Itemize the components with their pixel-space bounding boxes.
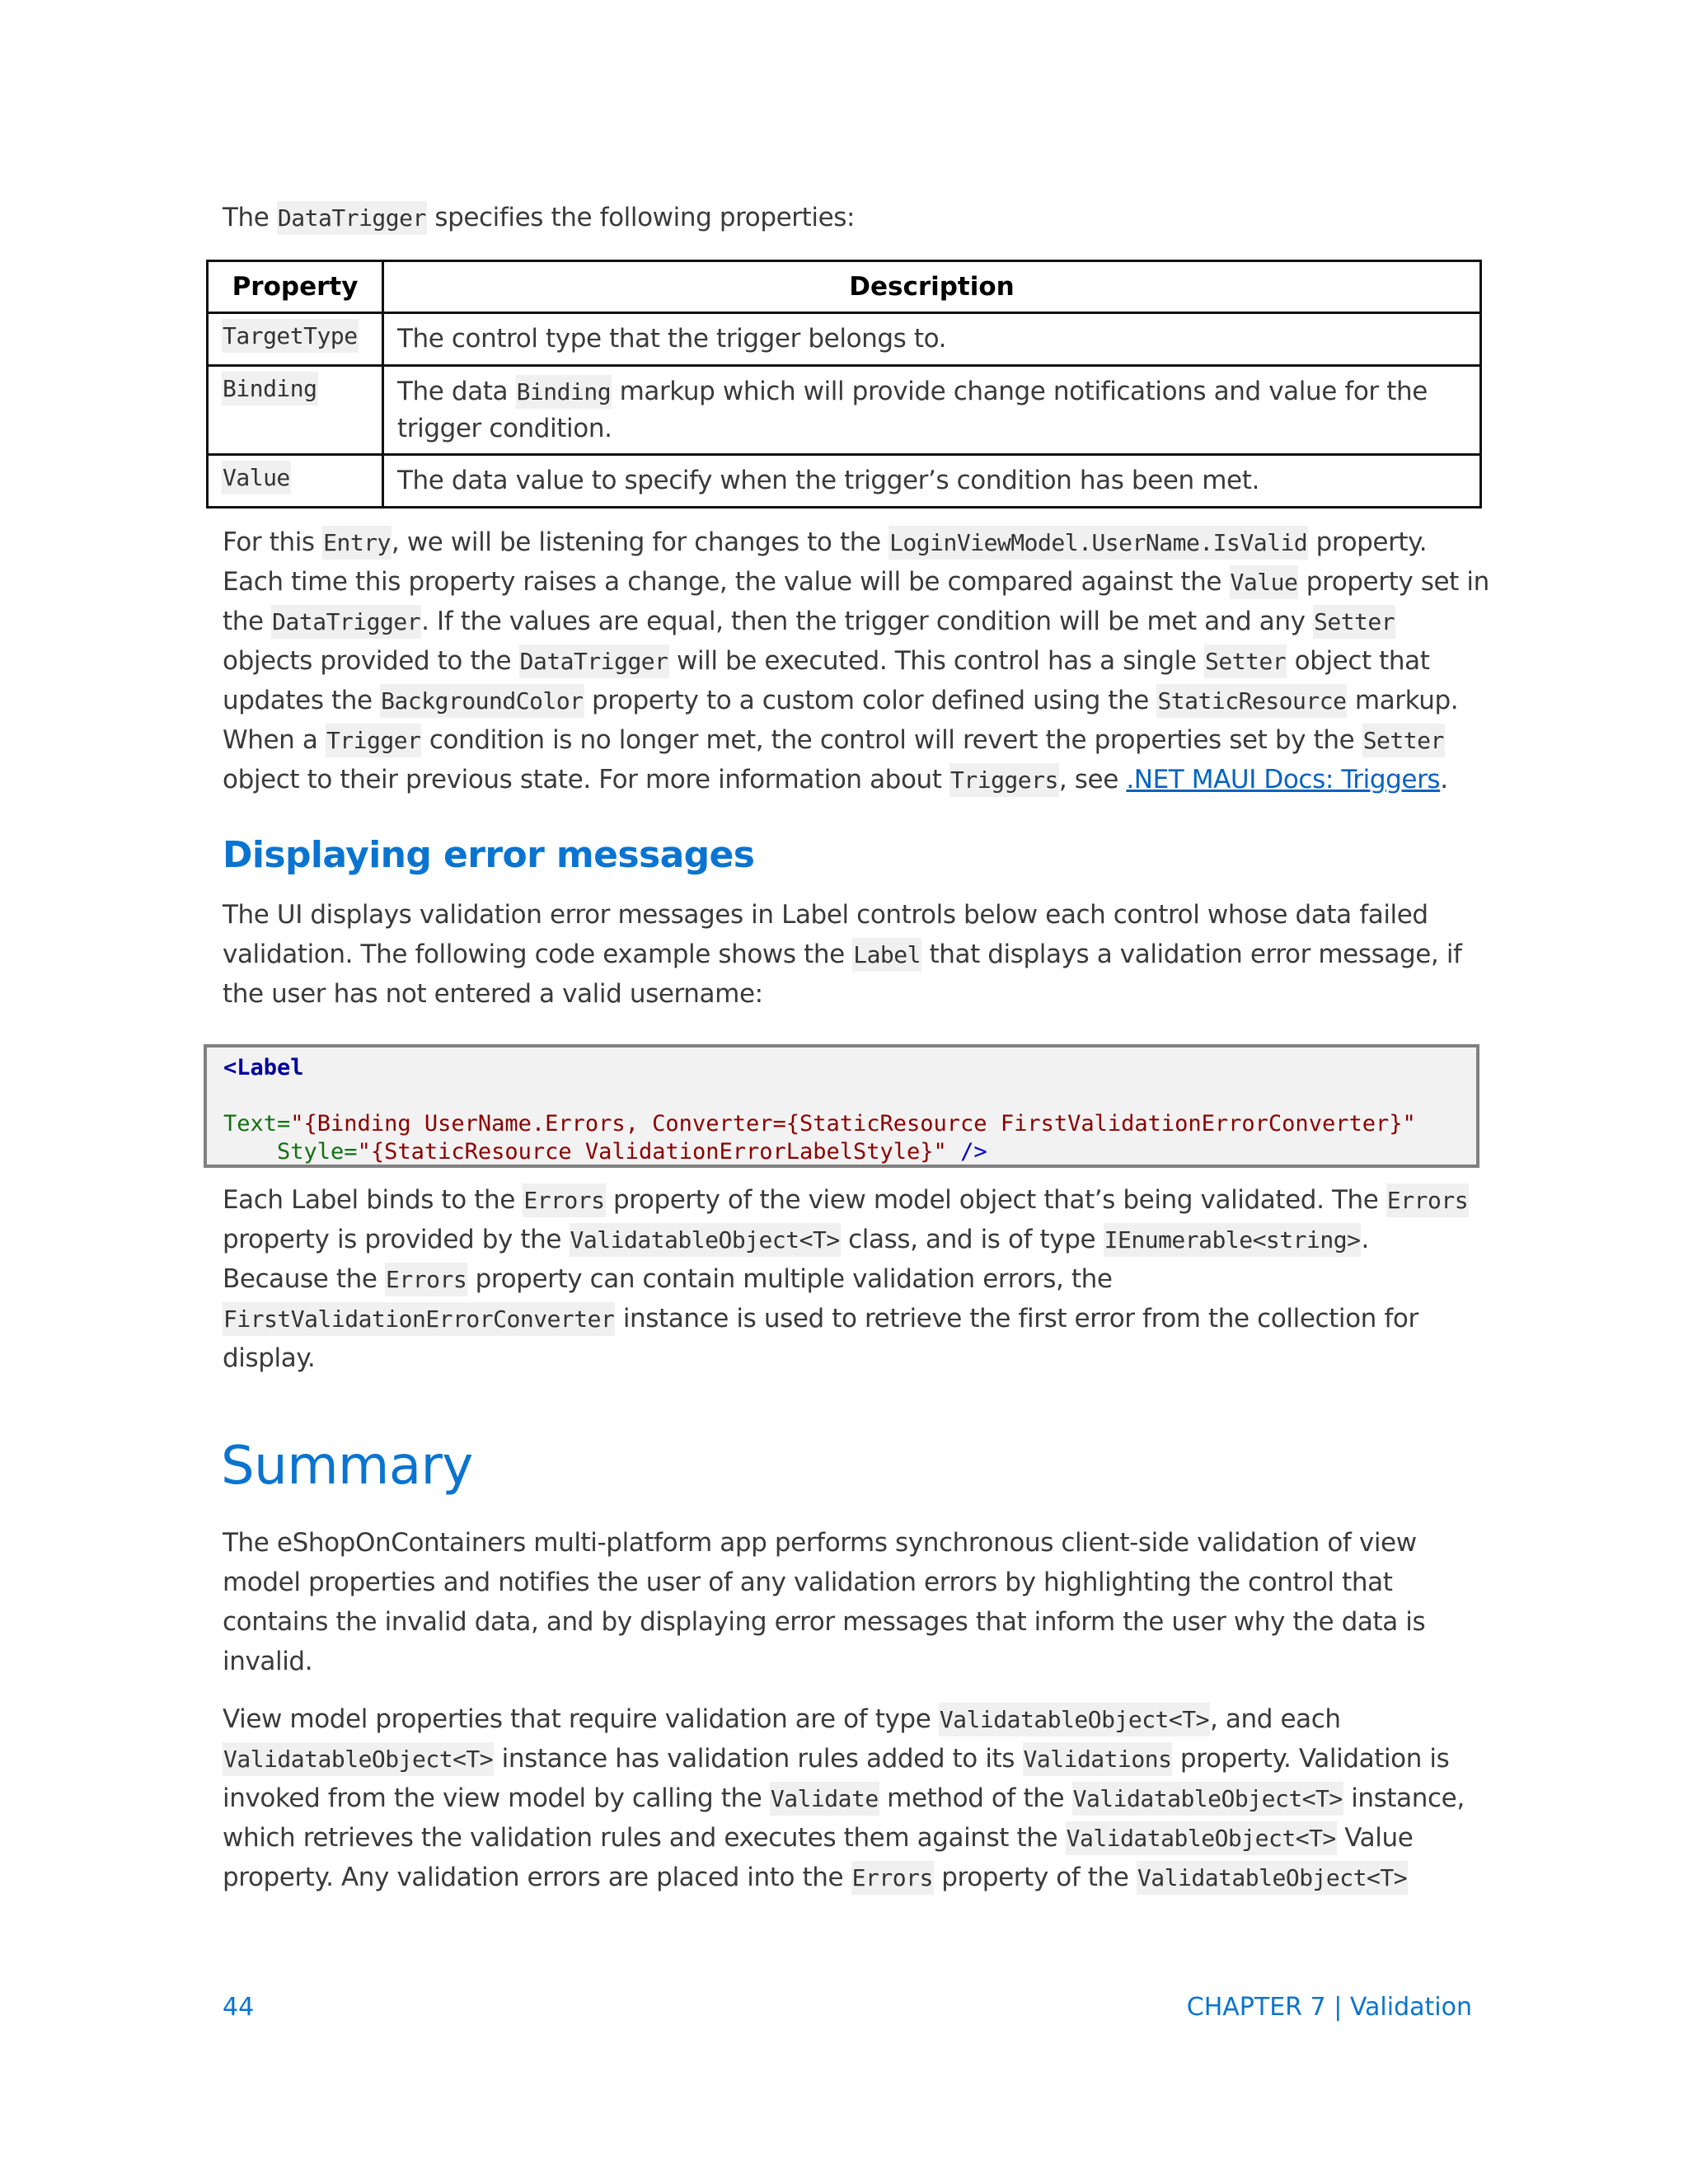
description-text: The data value to specify when the trigger’s condition has been met. [397,466,1259,495]
code-example-block [204,1044,1479,1168]
datatrigger-properties-table [206,260,1482,509]
summary-heading: Summary [221,1436,473,1497]
description-text: markup which will provide change notifications and value for the [612,377,1428,406]
inline-code: ValidatableObject<T> [1137,1861,1408,1895]
code-string: "{StaticResource ValidationErrorLabelStyle}" [357,1139,947,1165]
inline-code: DataTrigger [277,201,427,235]
property-name: Binding [222,372,318,405]
inline-code: Binding [516,375,612,409]
property-cell [208,455,383,508]
intro-paragraph [223,198,1492,237]
inline-code: StaticResource [1156,684,1347,718]
maui-docs-triggers-link[interactable]: .NET MAUI Docs: Triggers [1126,765,1441,794]
description-text: The data [397,377,516,406]
column-header-description: Description [383,261,1481,313]
code-tag: <Label [223,1055,304,1080]
description-cell [383,455,1481,508]
inline-code: Triggers [950,763,1059,797]
inline-code: DataTrigger [271,605,421,639]
chapter-label: CHAPTER 7 [1186,1993,1326,2022]
chapter-footer [1187,1993,1472,2022]
page-number: 44 [223,1993,255,2022]
property-cell [208,313,383,366]
table-header-row [208,261,1481,313]
section-heading: Displaying error messages [223,834,755,876]
table-row [208,313,1481,366]
inline-code: ValidatableObject<T> [1066,1821,1337,1855]
inline-code: ValidatableObject<T> [223,1742,494,1776]
inline-code: Value [1230,565,1299,599]
code-attribute: Text= [223,1111,291,1137]
description-cell [383,366,1481,455]
inline-code: ValidatableObject<T> [1072,1782,1343,1816]
description-cell [383,313,1481,366]
table-row [208,366,1481,455]
code-attribute: Style= [277,1139,358,1165]
chapter-title: Validation [1349,1993,1472,2022]
description-text: The control type that the trigger belongs to. [397,324,947,354]
summary-paragraph-1: The eShopOnContainers multi-platform app performs synchronous client-side validation of view model properties and notifies the user of any validation errors by highlighting the control that contains the invalid data, and by displaying error messages that inform the user why the data is invalid. [223,1528,1426,1676]
inline-code: Trigger [326,724,422,757]
code-tag-close: /> [946,1139,987,1165]
inline-code: Validations [1023,1742,1173,1776]
inline-code: Errors [385,1263,467,1296]
inline-code: Validate [770,1782,879,1816]
inline-code: DataTrigger [519,644,669,678]
intro-text: specifies the following properties: [426,203,856,232]
inline-code: Setter [1362,724,1445,757]
inline-code: Setter [1313,605,1395,639]
inline-code: Entry [322,526,392,560]
inline-code: Label [852,938,921,972]
inline-code: Errors [851,1861,934,1895]
error-messages-paragraph: The UI displays validation error messages in Label controls below each control whose data failed validation. The following code example shows the Label that displays a validation error message, if the user has not entered a valid username: [223,900,1462,1009]
inline-code: Errors [523,1183,605,1217]
intro-text: The [223,203,277,232]
inline-code: Errors [1386,1183,1469,1217]
inline-code: Setter [1204,644,1287,678]
property-cell [208,366,383,455]
inline-code: ValidatableObject<T> [939,1703,1210,1736]
footer-separator: | [1334,1993,1343,2022]
inline-code: ValidatableObject<T> [570,1223,841,1257]
inline-code: BackgroundColor [380,684,584,718]
column-header-property: Property [208,261,383,313]
inline-code: LoginViewModel.UserName.IsValid [889,526,1308,560]
datatrigger-explanation-paragraph: For this Entry, we will be listening for changes to the LoginViewModel.UserName.IsValid property. Each time this property raises a change, the value will be compared against the Value property set in the DataTrigger. If the values are equal, then the trigger condition will be met and any Setter objects provided to the DataTrigger will be executed. This control has a single Setter object that updates the BackgroundColor property to a custom color defined using the StaticResource markup. When a Trigger condition is no longer met, the control will revert the properties set by the Setter object to their previous state. For more information about Triggers, see .NET MAUI Docs: Triggers. [223,523,1492,799]
errors-binding-paragraph: Each Label binds to the Errors property of the view model object that’s being validated. The Errors property is provided by the ValidatableObject<T> class, and is of type IEnumerable<string>. Because the Errors property can contain multiple validation errors, the FirstValidationErrorConverter instance is used to retrieve the first error from the collection for display. [223,1185,1469,1373]
table-row [208,455,1481,508]
description-text: trigger condition. [397,414,612,443]
inline-code: FirstValidationErrorConverter [223,1302,615,1336]
property-name: Value [222,461,291,494]
summary-paragraph-2: View model properties that require validation are of type ValidatableObject<T>, and each ValidatableObject<T> instance has validation rules added to its Validations property. Validation is invoked from the view model by calling the Validate method of the ValidatableObject<T> instance, which retrieves the validation rules and executes them against the ValidatableObject<T> Value property. Any validation errors are placed into the Errors property of the ValidatableObject<T> [223,1699,1492,1897]
inline-code: IEnumerable<string> [1104,1223,1362,1257]
code-string: "{Binding UserName.Errors, Converter={StaticResource FirstValidationErrorConverter}" [290,1111,1416,1137]
property-name: TargetType [222,319,359,353]
